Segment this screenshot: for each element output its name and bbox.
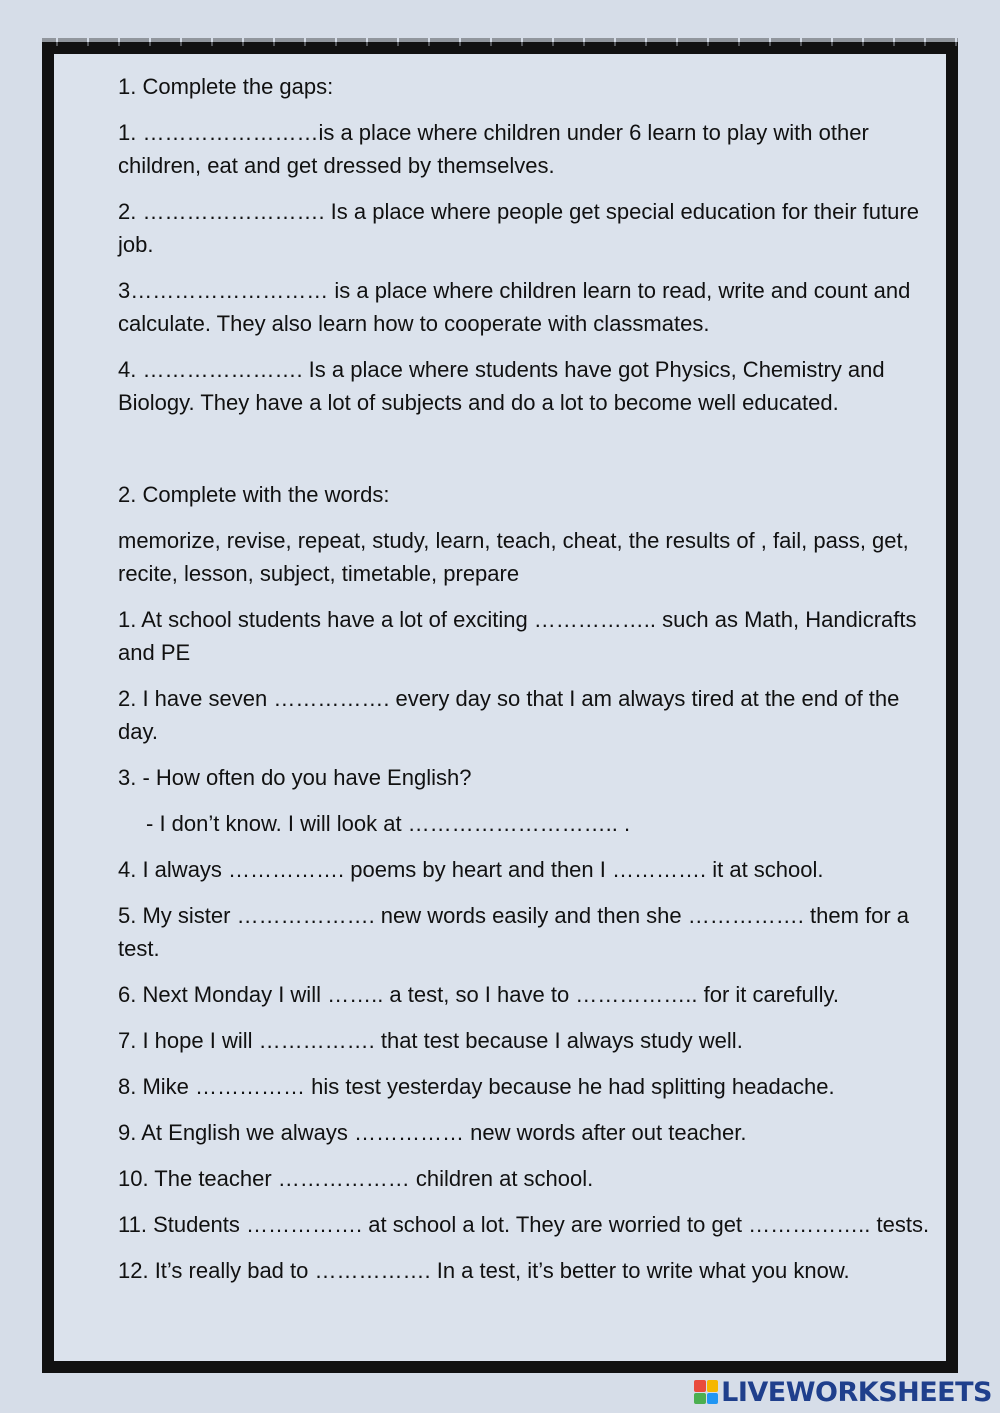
section2-item-8: 8. Mike …………… his test yesterday because he had splitting headache.: [118, 1074, 835, 1099]
section1-item-2: 2. ……………………. Is a place where people get special education for their future job.: [118, 199, 919, 257]
logo-text: LIVEWORKSHEETS: [721, 1376, 992, 1408]
section2-item-12: 12. It’s really bad to ……………. In a test, it’s better to write what you know.: [118, 1258, 850, 1283]
logo-square-red: [694, 1380, 706, 1392]
section2-item-10: 10. The teacher ……………… children at school.: [118, 1166, 594, 1191]
section2-item-9: 9. At English we always …………… new words after out teacher.: [118, 1120, 747, 1145]
section1-item-3: 3……………………… is a place where children learn to read, write and count and calculate. They also learn how to cooperate with classmates.: [118, 278, 911, 336]
section1-item-4: 4. …………………. Is a place where students have got Physics, Chemistry and Biology. They have a lot of subjects and do a lot to become well educated.: [118, 357, 885, 415]
section2-item-3-reply: - I don’t know. I will look at ……………………….. .: [146, 811, 631, 836]
section2-heading: 2. Complete with the words:: [118, 482, 390, 507]
section-spacer: [118, 432, 938, 478]
logo-square-yellow: [707, 1380, 719, 1392]
word-bank: memorize, revise, repeat, study, learn, teach, cheat, the results of , fail, pass, get, recite, lesson, subject, timetable, prepare: [118, 528, 909, 586]
section1-heading: 1. Complete the gaps:: [118, 74, 334, 99]
section2-item-11: 11. Students ……………. at school a lot. They are worried to get …………….. tests.: [118, 1212, 930, 1237]
logo-square-green: [694, 1393, 706, 1405]
section2-item-7: 7. I hope I will ……………. that test because I always study well.: [118, 1028, 743, 1053]
logo-mark-icon: [694, 1380, 718, 1404]
section2-item-1: 1. At school students have a lot of exciting …………….. such as Math, Handicrafts and PE: [118, 607, 917, 665]
section2-item-3: 3. - How often do you have English?: [118, 765, 472, 790]
section2-item-5: 5. My sister ………………. new words easily and then she ……………. them for a test.: [118, 903, 910, 961]
section2-item-2: 2. I have seven ……………. every day so that I am always tired at the end of the day.: [118, 686, 900, 744]
section2-item-6: 6. Next Monday I will …….. a test, so I have to …………….. for it carefully.: [118, 982, 839, 1007]
section2-item-4: 4. I always ……………. poems by heart and then I …………. it at school.: [118, 857, 824, 882]
section1-item-1: 1. ……………………is a place where children under 6 learn to play with other children, eat and get dressed by themselves.: [118, 120, 869, 178]
worksheet-content: [118, 70, 938, 1300]
logo-square-blue: [707, 1393, 719, 1405]
liveworksheets-logo: [694, 1377, 992, 1407]
